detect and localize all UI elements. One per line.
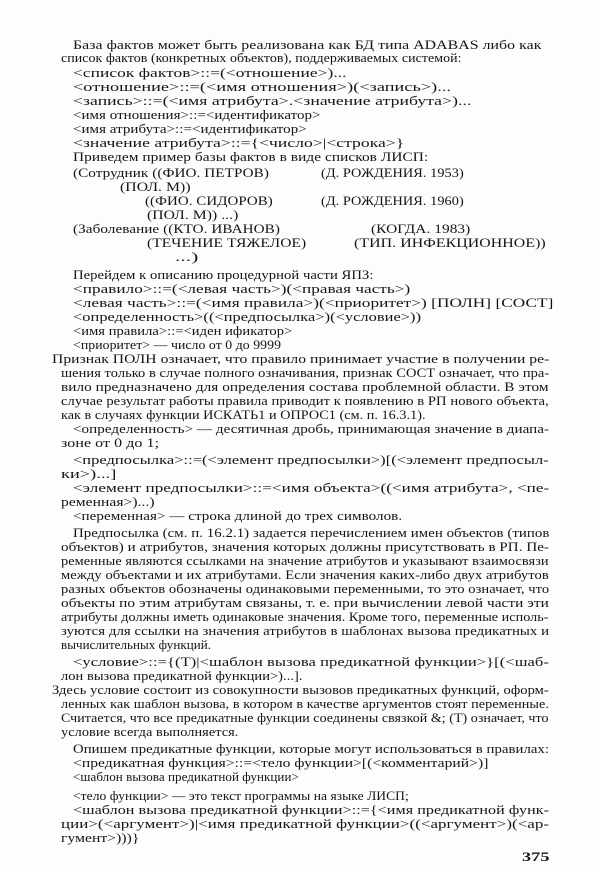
text-line: <значение атрибута>::={<число>|<строка>} (73, 136, 405, 150)
text-line: (ПОЛ. М)) (120, 180, 191, 194)
text-line: <шаблон вызова предикатной функции>::={<имя предикатной функ- (73, 803, 550, 817)
text-line: <элемент предпосылки>::=<имя объекта>((<имя атрибута>, <пе- (73, 481, 550, 495)
text-line: ременные являются ссылками на значение атрибутов и указывают взаимосвязи (61, 554, 549, 568)
text-line: условие всегда выполняется. (61, 725, 239, 739)
text-line: (ТЕЧЕНИЕ ТЯЖЕЛОЕ) (147, 236, 307, 250)
text-line: Перейдем к описанию процедурной части ЯПЗ: (73, 268, 374, 282)
text-line: (ТИП. ИНФЕКЦИОННОЕ)) (354, 236, 546, 250)
text-line: Считается, что все предикатные функции соединены связкой &; (T) означает, что (61, 711, 549, 725)
text-line: атрибуты должны иметь одинаковые значения. Кроме того, переменные исполь- (61, 610, 549, 624)
text-line: как в случаях функции ИСКАТЬ1 и ОПРОС1 (см. п. 16.3.1). (61, 408, 426, 422)
text-line: Здесь условие состоит из совокупности вызовов предикатных функций, оформ- (52, 683, 549, 697)
text-line: между объектами и их атрибутами. Если значения каких-либо двух атрибутов (61, 568, 549, 582)
text-line: ции>(<аргумент>)|<имя предикатной функции>((<аргумент>)(<ар- (61, 817, 550, 831)
text-line: <имя атрибута>::=<идентификатор> (73, 122, 307, 136)
text-line: База фактов может быть реализована как БД типа ADABAS либо как (73, 38, 542, 52)
text-line: гумент>)))} (61, 831, 140, 845)
text-line: ременная>)...) (61, 495, 155, 509)
text-line: объектов) и атрибутов, значения которых должны присутствовать в РП. Пе- (61, 540, 549, 554)
text-line: <определенность>((<предпосылка>)(<условие>)) (73, 310, 422, 324)
text-line: Предпосылка (см. п. 16.2.1) задается перечислением имен объектов (типов (73, 526, 550, 540)
text-line: <левая часть>::=(<имя правила>)(<приоритет>) [ПОЛН] [СОСТ] (73, 296, 554, 310)
text-line: <переменная> — строка длиной до трех символов. (73, 509, 403, 523)
text-line: (Д. РОЖДЕНИЯ. 1960) (321, 194, 464, 208)
text-line: <список фактов>::=(<отношение>)... (73, 66, 347, 80)
page-number: 375 (522, 849, 550, 864)
text-line: <запись>::=(<имя атрибута>.<значение атрибута>)... (73, 94, 472, 108)
text-line: (ПОЛ. М)) ...) (147, 208, 239, 222)
text-line: зуются для ссылки на значения атрибутов в шаблонах вызова предикатных и (61, 624, 550, 638)
text-line: разных объектов обозначены одинаковыми переменными, то это означает, что (61, 582, 550, 596)
text-line: <отношение>::=(<имя отношения>)(<запись>)... (73, 80, 452, 94)
text-line: <правило>::=(<левая часть>)(<правая часть>) (73, 282, 411, 296)
text-line: <предпосылка>::=(<элемент предпосылки>)[(<элемент предпосыл- (73, 453, 549, 467)
text-line: вило предназначено для определения состава проблемной области. В этом (61, 380, 549, 394)
text-line: <приоритет> — число от 0 до 9999 (73, 338, 282, 352)
text-line: (КОГДА. 1983) (371, 222, 471, 236)
text-line: <определенность> — десятичная дробь, принимающая значение в диапа- (73, 422, 550, 436)
text-line: лон вызова предикатной функции>)...]. (61, 669, 303, 683)
text-line: шения только в случае полного означивания, признак СОСТ означает, что пра- (61, 366, 550, 380)
text-line: список фактов (конкретных объектов), поддерживаемых системой: (61, 51, 462, 65)
text-line: ленных как шаблон вызова, в котором в качестве аргументов стоят переменные. (61, 697, 549, 711)
text-line: Приведем пример базы фактов в виде списков ЛИСП: (73, 150, 429, 164)
text-line: (Сотрудник ((ФИО. ПЕТРОВ) (73, 166, 269, 180)
text-line: (Д. РОЖДЕНИЯ. 1953) (321, 166, 464, 180)
text-line: Опишем предикатные функции, которые могут использоваться в правилах: (73, 742, 550, 756)
text-line: <условие>::={(T)|<шаблон вызова предикатной функции>}[(<шаб- (73, 655, 549, 669)
text-line: (Заболевание ((КТО. ИВАНОВ) (73, 222, 280, 236)
text-line: объекты по этим атрибутам связаны, т. е. при вычислении левой части эти (61, 596, 549, 610)
text-line: Признак ПОЛН означает, что правило принимает участие в получении ре- (52, 352, 550, 366)
text-line: ки>)...] (61, 467, 117, 481)
text-line: случае результат работы правила приводит к появлению в РП нового объекта, (61, 394, 549, 408)
text-line: <предикатная функция>::=<тело функции>[(<комментарий>)] (73, 756, 489, 770)
text-line: ...) (175, 250, 199, 264)
text-line: зоне от 0 до 1; (61, 436, 160, 450)
text-line: ((ФИО. СИДОРОВ) (145, 194, 273, 208)
text-line: <тело функции> — это текст программы на языке ЛИСП; (73, 789, 409, 803)
text-line: <имя отношения>::=<идентификатор> (73, 108, 321, 122)
text-line: вычислительных функций. (61, 638, 212, 652)
text-line: <имя правила>::=<иден ификатор> (73, 324, 293, 338)
text-line: <шаблон вызова предикатной функции> (73, 770, 299, 784)
